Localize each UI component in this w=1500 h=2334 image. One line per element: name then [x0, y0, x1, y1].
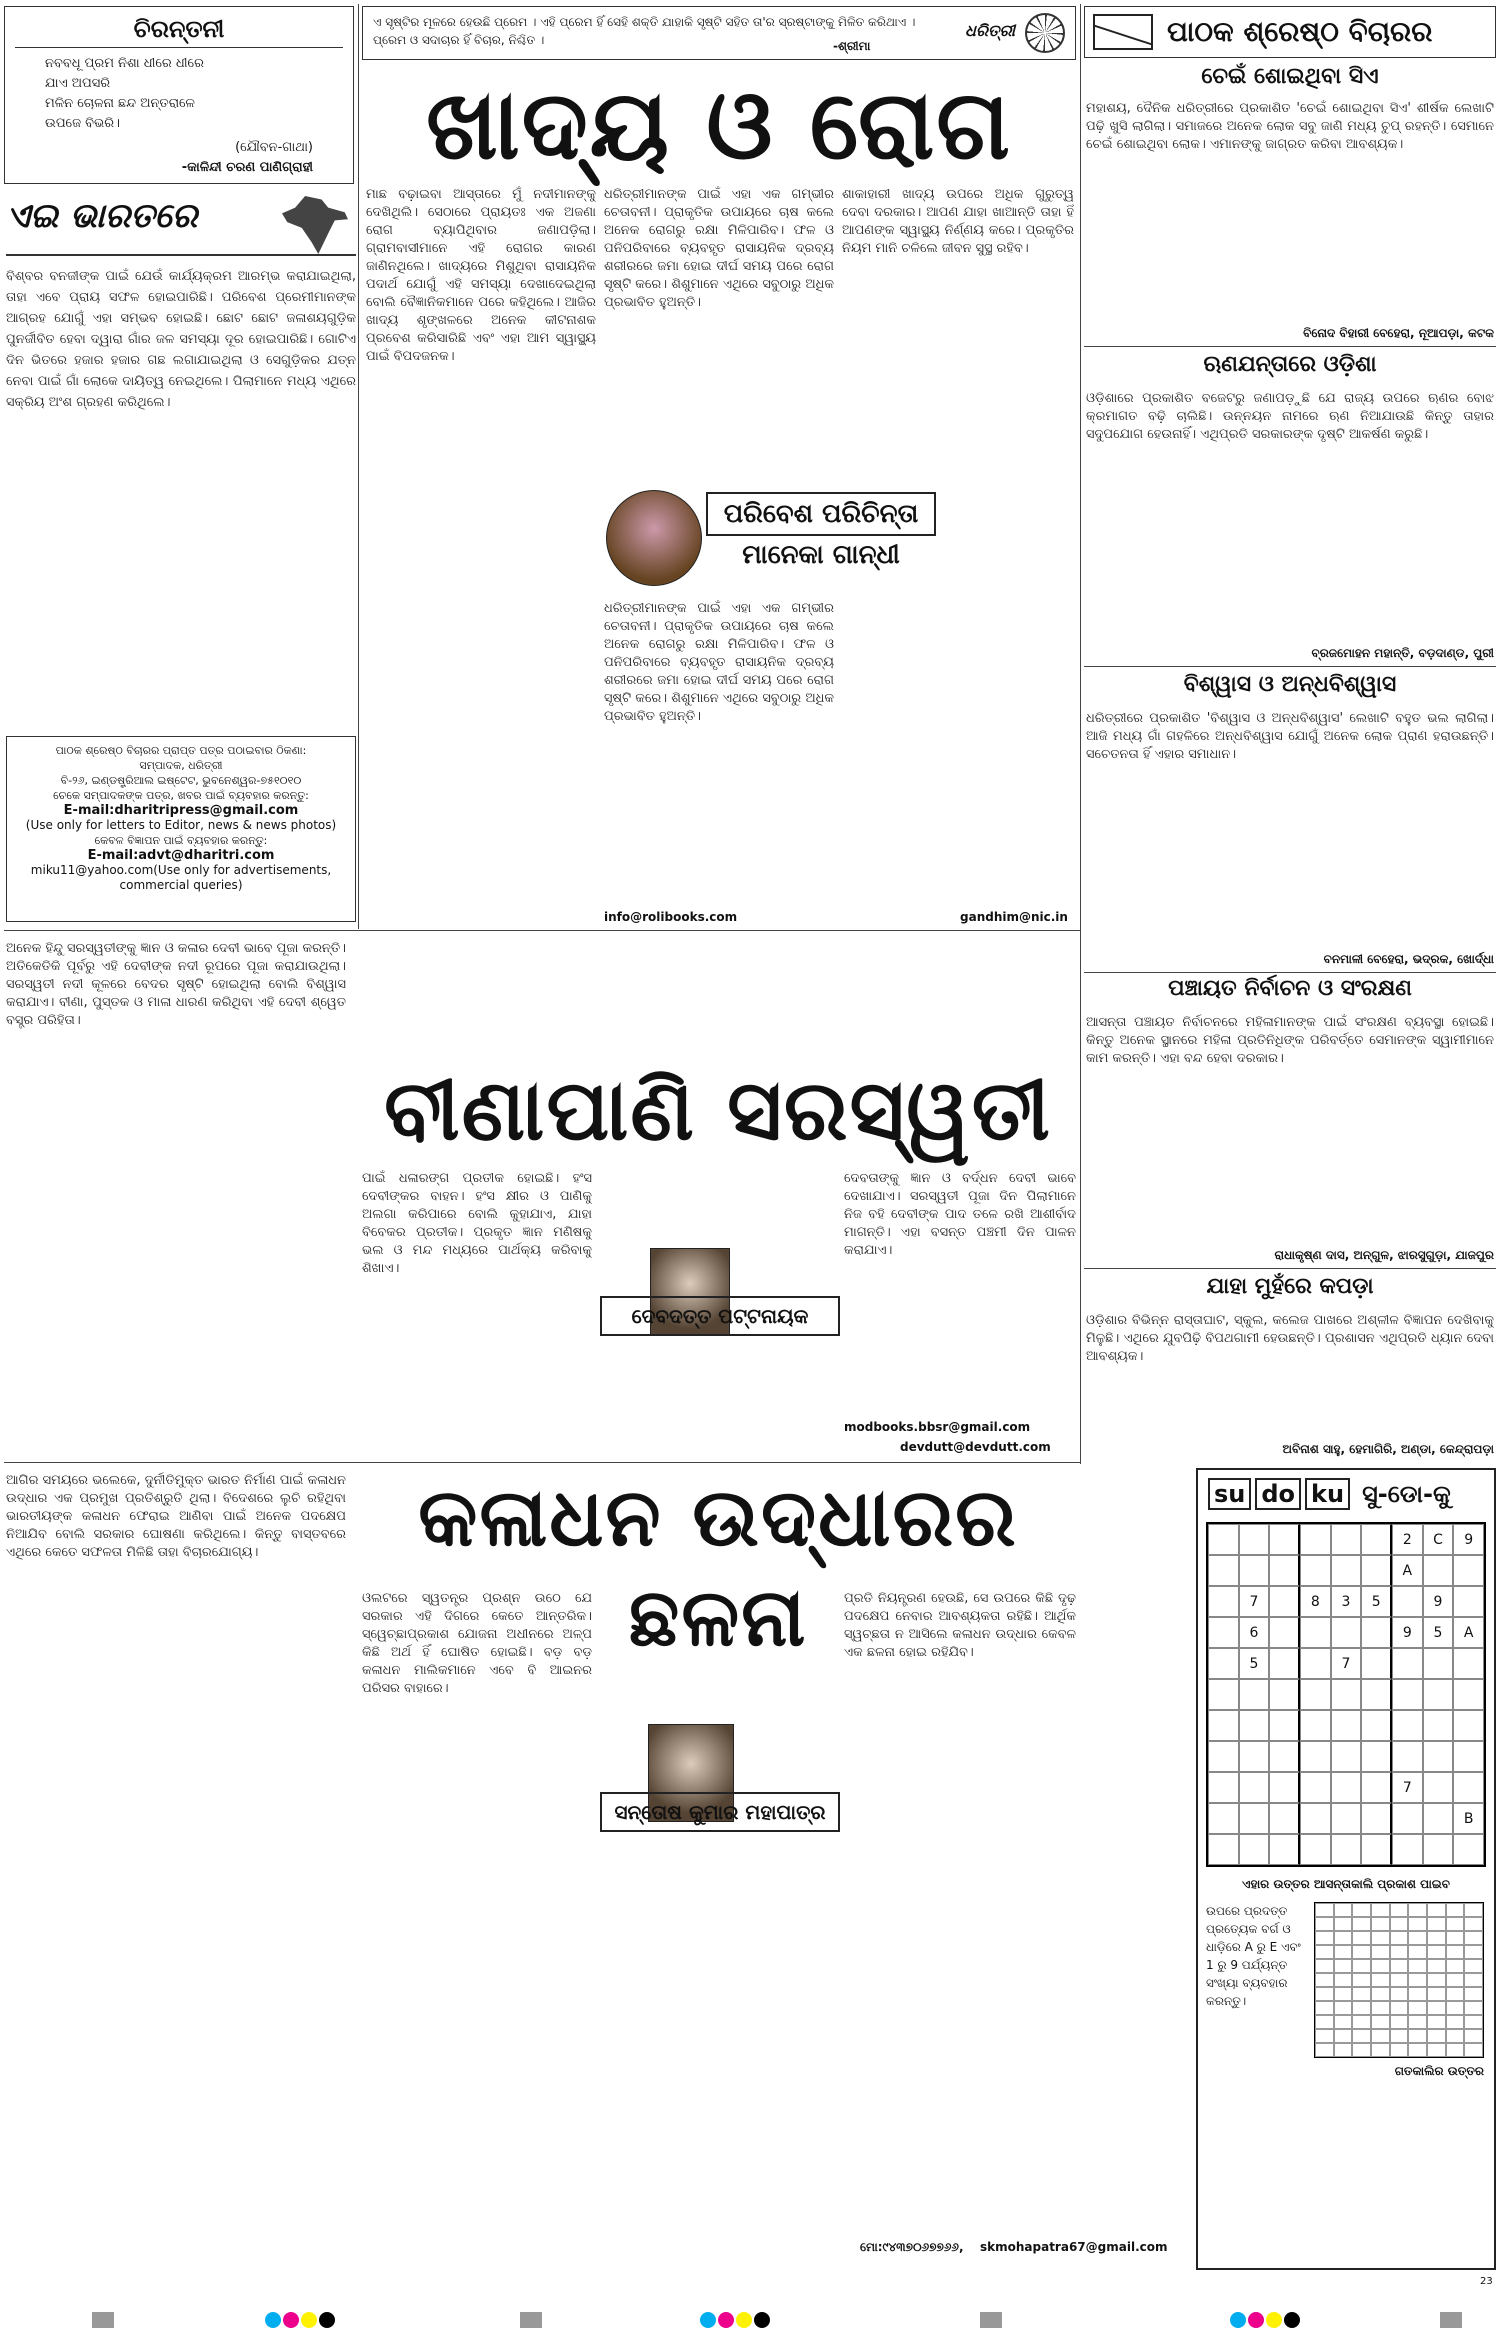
reader-3-body: ଧରିତ୍ରୀରେ ପ୍ରକାଶିତ 'ବିଶ୍ୱାସ ଓ ଅନ୍ଧବିଶ୍ୱାସ' ଲେଖାଟି ବହୁତ ଭଲ ଲାଗିଲା। ଆଜି ମଧ୍ୟ ଗାଁ ଗହଳିରେ ଅନ୍ଧବିଶ୍ୱାସ ଯୋଗୁଁ ଅନେକ ଲୋକ ପ୍ରାଣ ହରାଉଛନ୍ତି। ସଚେତନତା ହିଁ ଏହାର ସମାଧାନ।: [1086, 711, 1494, 762]
sudoku-note: ଏହାର ଉତ୍ତର ଆସନ୍ତାକାଲି ପ୍ରକାଶ ପାଇବ: [1242, 1877, 1450, 1891]
sudoku-cell[interactable]: [1300, 1679, 1331, 1710]
answer-cell: [1464, 1987, 1483, 2001]
quote-box: [362, 6, 1076, 60]
answer-cell: [1334, 1903, 1353, 1917]
contact-email-yahoo[interactable]: miku11@yahoo.com(Use only for advertisements, commercial queries): [30, 863, 332, 892]
answer-cell: [1446, 2001, 1465, 2015]
reader-5-body: ଓଡ଼ିଶାର ବିଭିନ୍ନ ରାସ୍ତାଘାଟ, ସ୍କୁଲ, କଲେଜ ପାଖରେ ଅଶ୍ଳୀଳ ବିଜ୍ଞାପନ ଦେଖିବାକୁ ମିଳୁଛି। ଏଥିରେ ଯୁବପିଢ଼ି ବିପଥଗାମୀ ହେଉଛନ୍ତି। ପ୍ରଶାସନ ଏଥିପ୍ରତି ଧ୍ୟାନ ଦେବା ଆବଶ୍ୟକ।: [1086, 1313, 1494, 1364]
saraswati-col-1: ଅନେକ ହିନ୍ଦୁ ସରସ୍ୱତୀଙ୍କୁ ଜ୍ଞାନ ଓ କଳାର ଦେବୀ ଭାବେ ପୂଜା କରନ୍ତି। ଅତିକେତିକି ପୂର୍ବରୁ ଏହି ଦେବୀଙ୍କ ନଦୀ ରୂପରେ ପୂଜା କରାଯାଉଥିଲା। ସରସ୍ୱତୀ ନଦୀ କୂଳରେ ବେଦର ସୃଷ୍ଟି ହୋଇଥିଲା ବୋଲି ବିଶ୍ୱାସ କରାଯାଏ। ବୀଣା, ପୁସ୍ତକ ଓ ମାଳା ଧାରଣ କରିଥିବା ଏହି ଦେବୀ ଶ୍ୱେତ ବସ୍ତ୍ର ପରିହିତା।: [6, 941, 346, 1028]
answer-cell: [1446, 1959, 1465, 1973]
sudoku-cell[interactable]: [1208, 1524, 1239, 1555]
sudoku-cell[interactable]: [1361, 1741, 1392, 1772]
answer-cell: [1427, 1903, 1446, 1917]
sudoku-cell[interactable]: 7: [1392, 1772, 1423, 1803]
sudoku-cell[interactable]: [1208, 1710, 1239, 1741]
saraswati-author: ଦେବଦତ୍ତ ପଟ୍ଟନାୟକ: [631, 1304, 809, 1328]
sudoku-cell[interactable]: [1300, 1617, 1331, 1648]
blackmoney-contact: ମୋ:୯୪୩୭୦୬୭୭୬୬,: [860, 2240, 964, 2254]
reader-1-body: ମହାଶୟ, ଦୈନିକ ଧରିତ୍ରୀରେ ପ୍ରକାଶିତ 'ଚେଇଁ ଶୋଇଥିବା ସିଏ' ଶୀର୍ଷକ ଲେଖାଟି ପଢ଼ି ଖୁସି ଲାଗିଲା। ସମାଜରେ ଅନେକ ଲୋକ ସବୁ ଜାଣି ମଧ୍ୟ ଚୁପ୍ ରହନ୍ତି। ସେମାନେ ଚେଇଁ ଶୋଇଥିବା ଲୋକ। ଏମାନଙ୍କୁ ଜାଗ୍ରତ କରିବା ଆବଶ୍ୟକ।: [1086, 101, 1494, 152]
sudoku-cell[interactable]: [1269, 1524, 1300, 1555]
food-col-2: ଧରିତ୍ରୀମାନଙ୍କ ପାଇଁ ଏହା ଏକ ଗମ୍ଭୀର ଚେତାବନୀ। ପ୍ରାକୃତିକ ଉପାୟରେ ଚାଷ କଲେ ଅନେକ ରୋଗରୁ ରକ୍ଷା ମିଳିପାରିବ। ଫଳ ଓ ପନିପରିବାରେ ବ୍ୟବହୃତ ରାସାୟନିକ ଦ୍ରବ୍ୟ ଶରୀରରେ ଜମା ହୋଇ ଦୀର୍ଘ ସମୟ ପରେ ରୋଗ ସୃଷ୍ଟି କରେ। ଶିଶୁମାନେ ଏଥିରେ ସବୁଠାରୁ ଅଧିକ ପ୍ରଭାବିତ ହୁଅନ୍ତି।: [604, 187, 834, 310]
dharma-wheel-icon: [1025, 13, 1065, 53]
sudoku-cell[interactable]: [1423, 1555, 1454, 1586]
sudoku-cell[interactable]: [1300, 1648, 1331, 1679]
sudoku-instructions: ଉପରେ ପ୍ରଦତ୍ତ ପ୍ରତ୍ୟେକ ବର୍ଗ ଓ ଧାଡ଼ିରେ A ରୁ E ଏବଂ 1 ରୁ 9 ପର୍ଯ୍ୟନ୍ତ ସଂଖ୍ୟା ବ୍ୟବହାର କରନ୍ତୁ।: [1206, 1904, 1301, 2008]
sudoku-cell[interactable]: 5: [1361, 1586, 1392, 1617]
answer-cell: [1390, 1903, 1409, 1917]
poem-line: ଯାଏ ଅପସରି: [45, 76, 111, 91]
answer-cell: [1446, 1973, 1465, 1987]
answer-cell: [1427, 1973, 1446, 1987]
sudoku-cell[interactable]: [1453, 1741, 1484, 1772]
india-map-icon: [282, 196, 348, 254]
answer-cell: [1427, 1959, 1446, 1973]
blackmoney-col-2: ଓଲଟରେ ସ୍ୱତନ୍ତ୍ର ପ୍ରଶ୍ନ ଉଠେ ଯେ ସରକାର ଏହି ଦିଗରେ କେତେ ଆନ୍ତରିକ। ସ୍ୱେଚ୍ଛାପ୍ରକାଶ ଯୋଜନା ଅଧୀନରେ ଅଳ୍ପ କିଛି ଅର୍ଥ ହିଁ ଘୋଷିତ ହୋଇଛି। ବଡ଼ ବଡ଼ କଳାଧନ ମାଲିକମାନେ ଏବେ ବି ଆଇନର ପରିସର ବାହାରେ।: [362, 1591, 592, 1696]
answer-cell: [1334, 1959, 1353, 1973]
answer-cell: [1464, 1917, 1483, 1931]
answer-cell: [1315, 1987, 1334, 2001]
answer-cell: [1315, 2043, 1334, 2057]
sudoku-cell[interactable]: [1331, 1803, 1362, 1834]
sudoku-cell[interactable]: [1239, 1555, 1270, 1586]
answer-cell: [1315, 2015, 1334, 2029]
contact-email-note: (Use only for letters to Editor, news & news photos): [25, 818, 337, 832]
sudoku-title-c: ku: [1305, 1478, 1350, 1510]
answer-cell: [1371, 1917, 1390, 1931]
sudoku-cell[interactable]: [1392, 1834, 1423, 1865]
answer-cell: [1371, 2015, 1390, 2029]
sudoku-cell[interactable]: [1269, 1648, 1300, 1679]
sudoku-cell[interactable]: [1361, 1524, 1392, 1555]
sudoku-cell[interactable]: [1239, 1772, 1270, 1803]
sudoku-cell[interactable]: [1423, 1679, 1454, 1710]
sudoku-cell[interactable]: [1392, 1648, 1423, 1679]
answer-cell: [1408, 1917, 1427, 1931]
sudoku-cell[interactable]: [1453, 1679, 1484, 1710]
answer-cell: [1446, 1945, 1465, 1959]
sudoku-cell[interactable]: 5: [1239, 1648, 1270, 1679]
sudoku-cell[interactable]: [1269, 1803, 1300, 1834]
sudoku-answer-grid: [1314, 1902, 1484, 2058]
answer-cell: [1334, 1987, 1353, 2001]
answer-cell: [1371, 1987, 1390, 2001]
saraswati-headline: ବୀଣାପାଣି ସରସ୍ୱତୀ: [384, 1061, 1052, 1159]
answer-cell: [1427, 1987, 1446, 2001]
blackmoney-author: ସନ୍ତୋଷ କୁମାର ମହାପାତ୍ର: [614, 1800, 826, 1824]
contact-email-label: ଚେକେ ସମ୍ପାଦକଙ୍କ ପତ୍ର, ଖବର ପାଇଁ ବ୍ୟବହାର କରନ୍ତୁ:: [53, 789, 309, 802]
blackmoney-email[interactable]: skmohapatra67@gmail.com: [980, 2240, 1168, 2254]
sudoku-cell[interactable]: [1269, 1834, 1300, 1865]
sudoku-cell[interactable]: [1208, 1679, 1239, 1710]
reader-1-sign: ବିନୋଦ ବିହାରୀ ବେହେରା, ନୂଆପଡ଼ା, କଟକ: [1303, 326, 1494, 340]
sudoku-cell[interactable]: [1392, 1586, 1423, 1617]
sudoku-title-a: su: [1208, 1478, 1251, 1510]
sudoku-cell[interactable]: [1423, 1648, 1454, 1679]
poem-line: ଉପଜେ ବିଭରି।: [45, 116, 120, 131]
saraswati-author-box: [600, 1296, 840, 1336]
answer-cell: [1371, 2043, 1390, 2057]
answer-cell: [1427, 1917, 1446, 1931]
answer-cell: [1315, 2001, 1334, 2015]
answer-cell: [1390, 1959, 1409, 1973]
sudoku-cell[interactable]: [1331, 1524, 1362, 1555]
sudoku-answer-label: ଗତକାଲିର ଉତ୍ତର: [1394, 2064, 1484, 2078]
reader-5-title: ଯାହା ମୁହଁରେ କପଡ଼ା: [1206, 1274, 1374, 1299]
answer-cell: [1371, 1903, 1390, 1917]
answer-cell: [1408, 1931, 1427, 1945]
answer-cell: [1408, 1973, 1427, 1987]
sudoku-cell[interactable]: [1331, 1555, 1362, 1586]
answer-cell: [1352, 1973, 1371, 1987]
reader-3-sign: ବନମାଳୀ ବେହେରା, ଭଦ୍ରକ, ଖୋର୍ଦ୍ଧା: [1323, 952, 1494, 966]
answer-cell: [1464, 2001, 1483, 2015]
sudoku-cell[interactable]: [1361, 1710, 1392, 1741]
answer-cell: [1427, 1931, 1446, 1945]
blackmoney-headline: କଳାଧନ ଉଦ୍ଧାରର ଛଳନା: [418, 1471, 1018, 1664]
answer-cell: [1334, 2001, 1353, 2015]
answer-cell: [1390, 1931, 1409, 1945]
answer-cell: [1334, 2043, 1353, 2057]
sudoku-cell[interactable]: [1269, 1772, 1300, 1803]
answer-cell: [1408, 1945, 1427, 1959]
sudoku-cell[interactable]: [1392, 1741, 1423, 1772]
reader-2-title: ଋଣଯନ୍ତାରେ ଓଡ଼ିଶା: [1203, 352, 1377, 377]
reader-2-body: ଓଡ଼ିଶାରେ ପ୍ରକାଶିତ ବଜେଟରୁ ଜଣାପଡ଼ୁଛି ଯେ ରାଜ୍ୟ ଉପରେ ଋଣର ବୋଝ କ୍ରମାଗତ ବଢ଼ି ଚାଲିଛି। ଉନ୍ନୟନ ନାମରେ ଋଣ ନିଆଯାଉଛି କିନ୍ତୁ ତାହାର ସଦୁପଯୋଗ ହେଉନାହିଁ। ଏଥିପ୍ରତି ସରକାରଙ୍କ ଦୃଷ୍ଟି ଆକର୍ଷଣ କରୁଛି।: [1086, 391, 1494, 442]
poem-box: [4, 6, 354, 184]
food-author: ମାନେକା ଗାନ୍ଧୀ: [742, 540, 900, 570]
sudoku-cell[interactable]: [1300, 1741, 1331, 1772]
answer-cell: [1408, 1987, 1427, 2001]
answer-cell: [1408, 2001, 1427, 2015]
sudoku-cell[interactable]: 8: [1300, 1586, 1331, 1617]
page-number: 23: [1480, 2276, 1493, 2287]
sudoku-cell[interactable]: [1453, 1834, 1484, 1865]
sudoku-cell[interactable]: [1300, 1803, 1331, 1834]
sudoku-cell[interactable]: [1208, 1772, 1239, 1803]
sudoku-cell[interactable]: [1239, 1803, 1270, 1834]
sudoku-cell[interactable]: [1392, 1803, 1423, 1834]
contact-ad-label: କେବଳ ବିଜ୍ଞାପନ ପାଇଁ ବ୍ୟବହାର କରନ୍ତୁ:: [94, 834, 268, 847]
sudoku-cell[interactable]: [1331, 1772, 1362, 1803]
answer-cell: [1352, 1959, 1371, 1973]
food-col-1: ମାଛ ବଢ଼ାଇବା ଆସ୍ତାରେ ମୁଁ ନଦୀମାନଙ୍କୁ ଦେଖିଥିଲି। ସେଠାରେ ପ୍ରାୟତଃ ଏକ ଅଜଣା ରୋଗ ବ୍ୟାପିଥିବାର ଜଣାପଡ଼ିଲା। ଗ୍ରାମବାସୀମାନେ ଏହି ରୋଗର କାରଣ ଜାଣିନଥିଲେ। ଖାଦ୍ୟରେ ମିଶୁଥିବା ରାସାୟନିକ ପଦାର୍ଥ ଯୋଗୁଁ ଏହି ସମସ୍ୟା ଦେଖାଦେଇଥିଲା ବୋଲି ବୈଜ୍ଞାନିକମାନେ ପରେ କହିଥିଲେ। ଆଜିର ଖାଦ୍ୟ ଶୃଙ୍ଖଳରେ ଅନେକ କୀଟନାଶକ ପ୍ରବେଶ କରିସାରିଛି ଏବଂ ଏହା ଆମ ସ୍ୱାସ୍ଥ୍ୟ ପାଇଁ ବିପଦଜନକ।: [366, 187, 596, 364]
answer-cell: [1427, 1945, 1446, 1959]
sudoku-cell[interactable]: [1300, 1524, 1331, 1555]
sudoku-cell[interactable]: 9: [1392, 1617, 1423, 1648]
answer-cell: [1390, 1945, 1409, 1959]
sudoku-cell[interactable]: A: [1392, 1555, 1423, 1586]
answer-cell: [1464, 1903, 1483, 1917]
answer-cell: [1334, 2015, 1353, 2029]
sudoku-cell[interactable]: [1453, 1555, 1484, 1586]
bharat-body: ବିଶ୍ବର ବନଜୀଙ୍କ ପାଇଁ ଯେଉଁ କାର୍ଯ୍ୟକ୍ରମ ଆରମ୍ଭ କରାଯାଇଥିଲା, ତାହା ଏବେ ପ୍ରାୟ ସଫଳ ହୋଇପାରିଛି। ପରିବେଶ ପ୍ରେମୀମାନଙ୍କ ଆଗ୍ରହ ଯୋଗୁଁ ଏହା ସମ୍ଭବ ହୋଇଛି। ଛୋଟ ଛୋଟ ଜଳାଶୟଗୁଡ଼ିକ ପୁନର୍ଜୀବିତ ହେବା ଦ୍ୱାରା ଗାଁର ଜଳ ସମସ୍ୟା ଦୂର ହୋଇପାରିଛି। ଗୋଟିଏ ଦିନ ଭିତରେ ହଜାର ହଜାର ଗଛ ଲଗାଯାଇଥିଲା ଓ ସେଗୁଡ଼ିକର ଯତ୍ନ ନେବା ପାଇଁ ଗାଁ ଲୋକେ ଦାୟିତ୍ୱ ନେଇଥିଲେ। ପିଲାମାନେ ମଧ୍ୟ ଏଥିରେ ସକ୍ରିୟ ଅଂଶ ଗ୍ରହଣ କରିଥିଲେ।: [6, 269, 356, 410]
contact-box: [6, 736, 356, 922]
answer-cell: [1427, 2015, 1446, 2029]
sudoku-cell[interactable]: [1239, 1710, 1270, 1741]
poem-title: ଚିରନ୍ତନୀ: [15, 7, 343, 48]
answer-cell: [1390, 1987, 1409, 2001]
answer-cell: [1390, 2015, 1409, 2029]
sudoku-cell[interactable]: [1269, 1586, 1300, 1617]
readers-header: [1084, 6, 1496, 58]
food-column-label-text: ପରିବେଶ ପରିଚିନ୍ତା: [723, 499, 919, 529]
reader-3-title: ବିଶ୍ୱାସ ଓ ଅନ୍ଧବିଶ୍ୱାସ: [1183, 672, 1397, 697]
sudoku-cell[interactable]: [1208, 1648, 1239, 1679]
sudoku-cell[interactable]: [1423, 1772, 1454, 1803]
sudoku-cell[interactable]: [1361, 1803, 1392, 1834]
answer-cell: [1334, 1973, 1353, 1987]
sudoku-cell[interactable]: [1423, 1741, 1454, 1772]
answer-cell: [1352, 2043, 1371, 2057]
bharat-header-title: ଏଇ ଭାରତରେ: [6, 196, 198, 236]
answer-cell: [1334, 1931, 1353, 1945]
sudoku-cell[interactable]: [1331, 1834, 1362, 1865]
contact-email-editor[interactable]: E-mail:dharitripress@gmail.com: [63, 803, 299, 818]
sudoku-cell[interactable]: [1453, 1710, 1484, 1741]
sudoku-cell[interactable]: [1331, 1710, 1362, 1741]
sudoku-cell[interactable]: [1208, 1555, 1239, 1586]
sudoku-cell[interactable]: 7: [1239, 1586, 1270, 1617]
answer-cell: [1427, 2043, 1446, 2057]
sudoku-cell[interactable]: [1269, 1679, 1300, 1710]
saraswati-contact[interactable]: modbooks.bbsr@gmail.com: [844, 1420, 1031, 1434]
answer-cell: [1352, 1987, 1371, 2001]
poem-line: ମଳିନ ଚୋଳନା ଛନ୍ଦ ଅନ୍ତରାଳେ: [45, 96, 195, 111]
sudoku-grid[interactable]: [1206, 1522, 1486, 1867]
answer-cell: [1334, 2029, 1353, 2043]
answer-cell: [1408, 2043, 1427, 2057]
quote-author: -ଶ୍ରୀମା: [833, 39, 871, 53]
sudoku-box: [1196, 1468, 1496, 2270]
answer-cell: [1390, 2029, 1409, 2043]
sudoku-cell[interactable]: [1208, 1741, 1239, 1772]
answer-cell: [1352, 1917, 1371, 1931]
sudoku-cell[interactable]: [1453, 1586, 1484, 1617]
sudoku-cell[interactable]: 9: [1453, 1524, 1484, 1555]
sudoku-cell[interactable]: 3: [1331, 1586, 1362, 1617]
sudoku-cell[interactable]: B: [1453, 1803, 1484, 1834]
reader-5-sign: ଅବିନାଶ ସାହୁ, ହେମାଗିରି, ଅଣ୍ଡା, କେନ୍ଦ୍ରାପଡ଼ା: [1282, 1442, 1494, 1456]
saraswati-email[interactable]: devdutt@devdutt.com: [900, 1440, 1051, 1454]
answer-cell: [1315, 2029, 1334, 2043]
answer-cell: [1408, 2015, 1427, 2029]
reader-1-title: ଚେଇଁ ଶୋଇଥିବା ସିଏ: [1201, 64, 1379, 89]
answer-cell: [1464, 1973, 1483, 1987]
answer-cell: [1464, 1931, 1483, 1945]
sudoku-cell[interactable]: [1392, 1679, 1423, 1710]
poem-source: (ଯୌବନ-ଗାଥା): [235, 140, 313, 155]
contact-org: ସମ୍ପାଦକ, ଧରିତ୍ରୀ: [139, 759, 223, 772]
answer-cell: [1408, 1959, 1427, 1973]
answer-cell: [1446, 1931, 1465, 1945]
sudoku-title: [1198, 1470, 1494, 1518]
readers-header-title: ପାଠକ ଶ୍ରେଷ୍ଠ ବିଚାରର: [1167, 15, 1433, 48]
sudoku-cell[interactable]: [1453, 1648, 1484, 1679]
answer-cell: [1390, 2001, 1409, 2015]
sudoku-cell[interactable]: [1269, 1617, 1300, 1648]
answer-cell: [1446, 2015, 1465, 2029]
sudoku-cell[interactable]: [1269, 1741, 1300, 1772]
reader-4-body: ଆସନ୍ତା ପଞ୍ଚାୟତ ନିର୍ବାଚନରେ ମହିଳାମାନଙ୍କ ପାଇଁ ସଂରକ୍ଷଣ ବ୍ୟବସ୍ଥା ହୋଇଛି। କିନ୍ତୁ ଅନେକ ସ୍ଥାନରେ ମହିଳା ପ୍ରତିନିଧିଙ୍କ ପରିବର୍ତ୍ତେ ସେମାନଙ୍କ ସ୍ୱାମୀମାନେ କାମ କରନ୍ତି। ଏହା ବନ୍ଦ ହେବା ଦରକାର।: [1086, 1015, 1494, 1066]
answer-cell: [1352, 1945, 1371, 1959]
sudoku-title-odia: ସୁ-ଡୋ-କୁ: [1362, 1480, 1451, 1508]
answer-cell: [1446, 2029, 1465, 2043]
food-email[interactable]: gandhim@nic.in: [960, 910, 1068, 924]
answer-cell: [1427, 2001, 1446, 2015]
answer-cell: [1315, 1903, 1334, 1917]
sudoku-cell[interactable]: [1269, 1710, 1300, 1741]
sudoku-cell[interactable]: 5: [1423, 1617, 1454, 1648]
answer-cell: [1446, 1917, 1465, 1931]
sudoku-cell[interactable]: A: [1453, 1617, 1484, 1648]
sudoku-cell[interactable]: [1361, 1555, 1392, 1586]
answer-cell: [1464, 1945, 1483, 1959]
answer-cell: [1352, 1931, 1371, 1945]
sudoku-cell[interactable]: [1300, 1710, 1331, 1741]
answer-cell: [1315, 1917, 1334, 1931]
answer-cell: [1315, 1959, 1334, 1973]
sudoku-cell[interactable]: [1331, 1741, 1362, 1772]
answer-cell: [1371, 1945, 1390, 1959]
sudoku-cell[interactable]: [1208, 1834, 1239, 1865]
answer-cell: [1464, 2029, 1483, 2043]
sudoku-cell[interactable]: 2: [1392, 1524, 1423, 1555]
contact-email-ads[interactable]: E-mail:advt@dharitri.com: [87, 848, 275, 863]
reader-4-title: ପଞ୍ଚାୟତ ନିର୍ବାଚନ ଓ ସଂରକ୍ଷଣ: [1168, 976, 1412, 1001]
answer-cell: [1446, 2043, 1465, 2057]
food-headline: ଖାଦ୍ୟ ଓ ରୋଗ: [425, 69, 1013, 181]
sudoku-cell[interactable]: [1361, 1772, 1392, 1803]
answer-cell: [1408, 2029, 1427, 2043]
answer-cell: [1446, 1903, 1465, 1917]
blackmoney-author-box: [600, 1792, 840, 1832]
contact-intro: ପାଠକ ଶ୍ରେଷ୍ଠ ବିଚାରର ପ୍ରାପ୍ତ ପତ୍ର ପଠାଇବାର ଠିକଣା:: [55, 744, 307, 757]
food-col-3: ଶାକାହାରୀ ଖାଦ୍ୟ ଉପରେ ଅଧିକ ଗୁରୁତ୍ୱ ଦେବା ଦରକାର। ଆପଣ ଯାହା ଖାଆନ୍ତି ତାହା ହିଁ ଆପଣଙ୍କ ସ୍ୱାସ୍ଥ୍ୟ ନିର୍ଣ୍ଣୟ କରେ। ପ୍ରକୃତିର ନିୟମ ମାନି ଚଳିଲେ ଜୀବନ ସୁସ୍ଥ ରହିବ।: [842, 187, 1074, 256]
quote-text: ଏ ସୃଷ୍ଟିର ମୂଳରେ ହେଉଛି ପ୍ରେମ । ଏହି ପ୍ରେମ ହିଁ ସେହି ଶକ୍ତି ଯାହାକି ସୃଷ୍ଟି ସହିତ ତା'ର ସ୍ରଷ୍ଟାଙ୍କୁ ମିଳିତ କରିଥାଏ । ପ୍ରେମ ଓ ସଦାଚାର ହିଁ ବିଚାର, ନିଶ୍ଚିତ ।: [373, 15, 916, 47]
answer-cell: [1315, 1973, 1334, 1987]
food-column-label: [706, 492, 936, 536]
contact-address: ବି-୨୬, ଇଣ୍ଡଷ୍ଟ୍ରିଆଲ ଇଷ୍ଟେଟ, ଭୁବନେଶ୍ୱର-୭୫୧୦୧୦: [60, 774, 302, 787]
sudoku-cell[interactable]: 9: [1423, 1586, 1454, 1617]
answer-cell: [1371, 2001, 1390, 2015]
saraswati-col-2: ପାଇଁ ଧଳାରଙ୍ଗ ପ୍ରତୀକ ହୋଇଛି। ହଂସ ଦେବୀଙ୍କର ବାହନ। ହଂସ କ୍ଷୀର ଓ ପାଣିକୁ ଅଲଗା କରିପାରେ ବୋଲି କୁହାଯାଏ, ଯାହା ବିବେକର ପ୍ରତୀକ। ପ୍ରକୃତ ଜ୍ଞାନ ମଣିଷକୁ ଭଲ ଓ ମନ୍ଦ ମଧ୍ୟରେ ପାର୍ଥକ୍ୟ କରିବାକୁ ଶିଖାଏ।: [362, 1171, 592, 1276]
answer-cell: [1352, 2001, 1371, 2015]
sudoku-cell[interactable]: [1239, 1834, 1270, 1865]
poem-line: ନବବଧୂ ପ୍ରମ ନିଶା ଧୀରେ ଧୀରେ: [45, 56, 204, 71]
sudoku-title-b: do: [1255, 1478, 1301, 1510]
sudoku-cell[interactable]: [1269, 1555, 1300, 1586]
sudoku-cell[interactable]: [1392, 1710, 1423, 1741]
sudoku-cell[interactable]: [1423, 1803, 1454, 1834]
answer-cell: [1352, 2015, 1371, 2029]
blackmoney-col-1: ଆଗିର ସମୟରେ ଭଲେକେ, ଦୁର୍ନୀତିମୁକ୍ତ ଭାରତ ନିର୍ମାଣ ପାଇଁ କଳାଧନ ଉଦ୍ଧାର ଏକ ପ୍ରମୁଖ ପ୍ରତିଶ୍ରୁତି ଥିଲା। ବିଦେଶରେ ଲୁଚି ରହିଥିବା ଭାରତୀୟଙ୍କ କଳାଧନ ଫେରାଇ ଆଣିବା ପାଇଁ ଅନେକ ପଦକ୍ଷେପ ନିଆଯିବ ବୋଲି ସରକାର ଘୋଷଣା କରିଥିଲେ। କିନ୍ତୁ ବାସ୍ତବରେ ଏଥିରେ କେତେ ସଫଳତା ମିଳିଛି ତାହା ବିଚାରଯୋଗ୍ୟ।: [6, 1473, 346, 1560]
sudoku-cell[interactable]: [1453, 1772, 1484, 1803]
answer-cell: [1371, 1959, 1390, 1973]
answer-cell: [1464, 2015, 1483, 2029]
answer-cell: [1464, 1959, 1483, 1973]
answer-cell: [1371, 2029, 1390, 2043]
answer-cell: [1334, 1917, 1353, 1931]
sudoku-cell[interactable]: [1208, 1803, 1239, 1834]
sudoku-cell[interactable]: [1208, 1586, 1239, 1617]
answer-cell: [1390, 1917, 1409, 1931]
sudoku-cell[interactable]: 6: [1239, 1617, 1270, 1648]
sudoku-cell[interactable]: [1239, 1524, 1270, 1555]
sudoku-cell[interactable]: [1208, 1617, 1239, 1648]
food-col-2b: ଧରିତ୍ରୀମାନଙ୍କ ପାଇଁ ଏହା ଏକ ଗମ୍ଭୀର ଚେତାବନୀ। ପ୍ରାକୃତିକ ଉପାୟରେ ଚାଷ କଲେ ଅନେକ ରୋଗରୁ ରକ୍ଷା ମିଳିପାରିବ। ଫଳ ଓ ପନିପରିବାରେ ବ୍ୟବହୃତ ରାସାୟନିକ ଦ୍ରବ୍ୟ ଶରୀରରେ ଜମା ହୋଇ ଦୀର୍ଘ ସମୟ ପରେ ରୋଗ ସୃଷ୍ଟି କରେ। ଶିଶୁମାନେ ଏଥିରେ ସବୁଠାରୁ ଅଧିକ ପ୍ରଭାବିତ ହୁଅନ୍ତି।: [604, 601, 834, 724]
sudoku-cell[interactable]: [1239, 1741, 1270, 1772]
reader-2-sign: ବ୍ରଜମୋହନ ମହାନ୍ତି, ବଡ଼ଦାଣ୍ଡ, ପୁରୀ: [1311, 646, 1494, 660]
answer-cell: [1334, 1945, 1353, 1959]
sudoku-cell[interactable]: [1361, 1648, 1392, 1679]
answer-cell: [1352, 1903, 1371, 1917]
sudoku-cell[interactable]: C: [1423, 1524, 1454, 1555]
answer-cell: [1371, 1973, 1390, 1987]
envelope-pen-icon: [1093, 14, 1153, 50]
sudoku-cell[interactable]: [1300, 1834, 1331, 1865]
poem-author: -କାଳିନ୍ଦୀ ଚରଣ ପାଣିଗ୍ରାହୀ: [181, 160, 313, 175]
answer-cell: [1315, 1931, 1334, 1945]
sudoku-cell[interactable]: [1423, 1710, 1454, 1741]
sudoku-cell[interactable]: [1361, 1834, 1392, 1865]
answer-cell: [1315, 1945, 1334, 1959]
saraswati-col-3: ଦେବତାଙ୍କୁ ଜ୍ଞାନ ଓ ବର୍ଦ୍ଧନ ଦେବୀ ଭାବେ ଦେଖାଯାଏ। ସରସ୍ୱତୀ ପୂଜା ଦିନ ପିଲାମାନେ ନିଜ ବହି ଦେବୀଙ୍କ ପାଦ ତଳେ ରଖି ଆଶୀର୍ବାଦ ମାଗନ୍ତି। ଏହା ବସନ୍ତ ପଞ୍ଚମୀ ଦିନ ପାଳନ କରାଯାଏ।: [844, 1171, 1076, 1258]
food-email-info[interactable]: info@rolibooks.com: [604, 910, 738, 924]
sudoku-cell[interactable]: [1423, 1834, 1454, 1865]
sudoku-cell[interactable]: [1300, 1772, 1331, 1803]
sudoku-cell[interactable]: [1331, 1679, 1362, 1710]
bharat-header: [6, 196, 356, 256]
answer-cell: [1390, 1973, 1409, 1987]
sudoku-cell[interactable]: 7: [1331, 1648, 1362, 1679]
answer-cell: [1371, 1931, 1390, 1945]
answer-cell: [1427, 2029, 1446, 2043]
quote-logo: ଧରିତ୍ରୀ: [965, 21, 1015, 40]
answer-cell: [1446, 1987, 1465, 2001]
answer-cell: [1464, 2043, 1483, 2057]
sudoku-cell[interactable]: [1331, 1617, 1362, 1648]
food-author-photo: [606, 490, 702, 586]
sudoku-cell[interactable]: [1361, 1679, 1392, 1710]
answer-cell: [1408, 1903, 1427, 1917]
answer-cell: [1352, 2029, 1371, 2043]
sudoku-cell[interactable]: [1239, 1679, 1270, 1710]
sudoku-cell[interactable]: [1300, 1555, 1331, 1586]
sudoku-cell[interactable]: [1361, 1617, 1392, 1648]
blackmoney-col-3: ପ୍ରତି ନିୟନ୍ତ୍ରଣ ହେଉଛି, ସେ ଉପରେ କିଛି ଦୃଢ଼ ପଦକ୍ଷେପ ନେବାର ଆବଶ୍ୟକତା ରହିଛି। ଆର୍ଥିକ ସ୍ୱଚ୍ଛତା ନ ଆସିଲେ କଳାଧନ ଉଦ୍ଧାର କେବଳ ଏକ ଛଳନା ହୋଇ ରହିଯିବ।: [844, 1591, 1076, 1660]
reader-4-sign: ରାଧାକୃଷ୍ଣ ଦାସ, ଅନ୍ଗୁଳ, ଝାରସୁଗୁଡ଼ା, ଯାଜପୁର: [1274, 1248, 1494, 1262]
answer-cell: [1390, 2043, 1409, 2057]
